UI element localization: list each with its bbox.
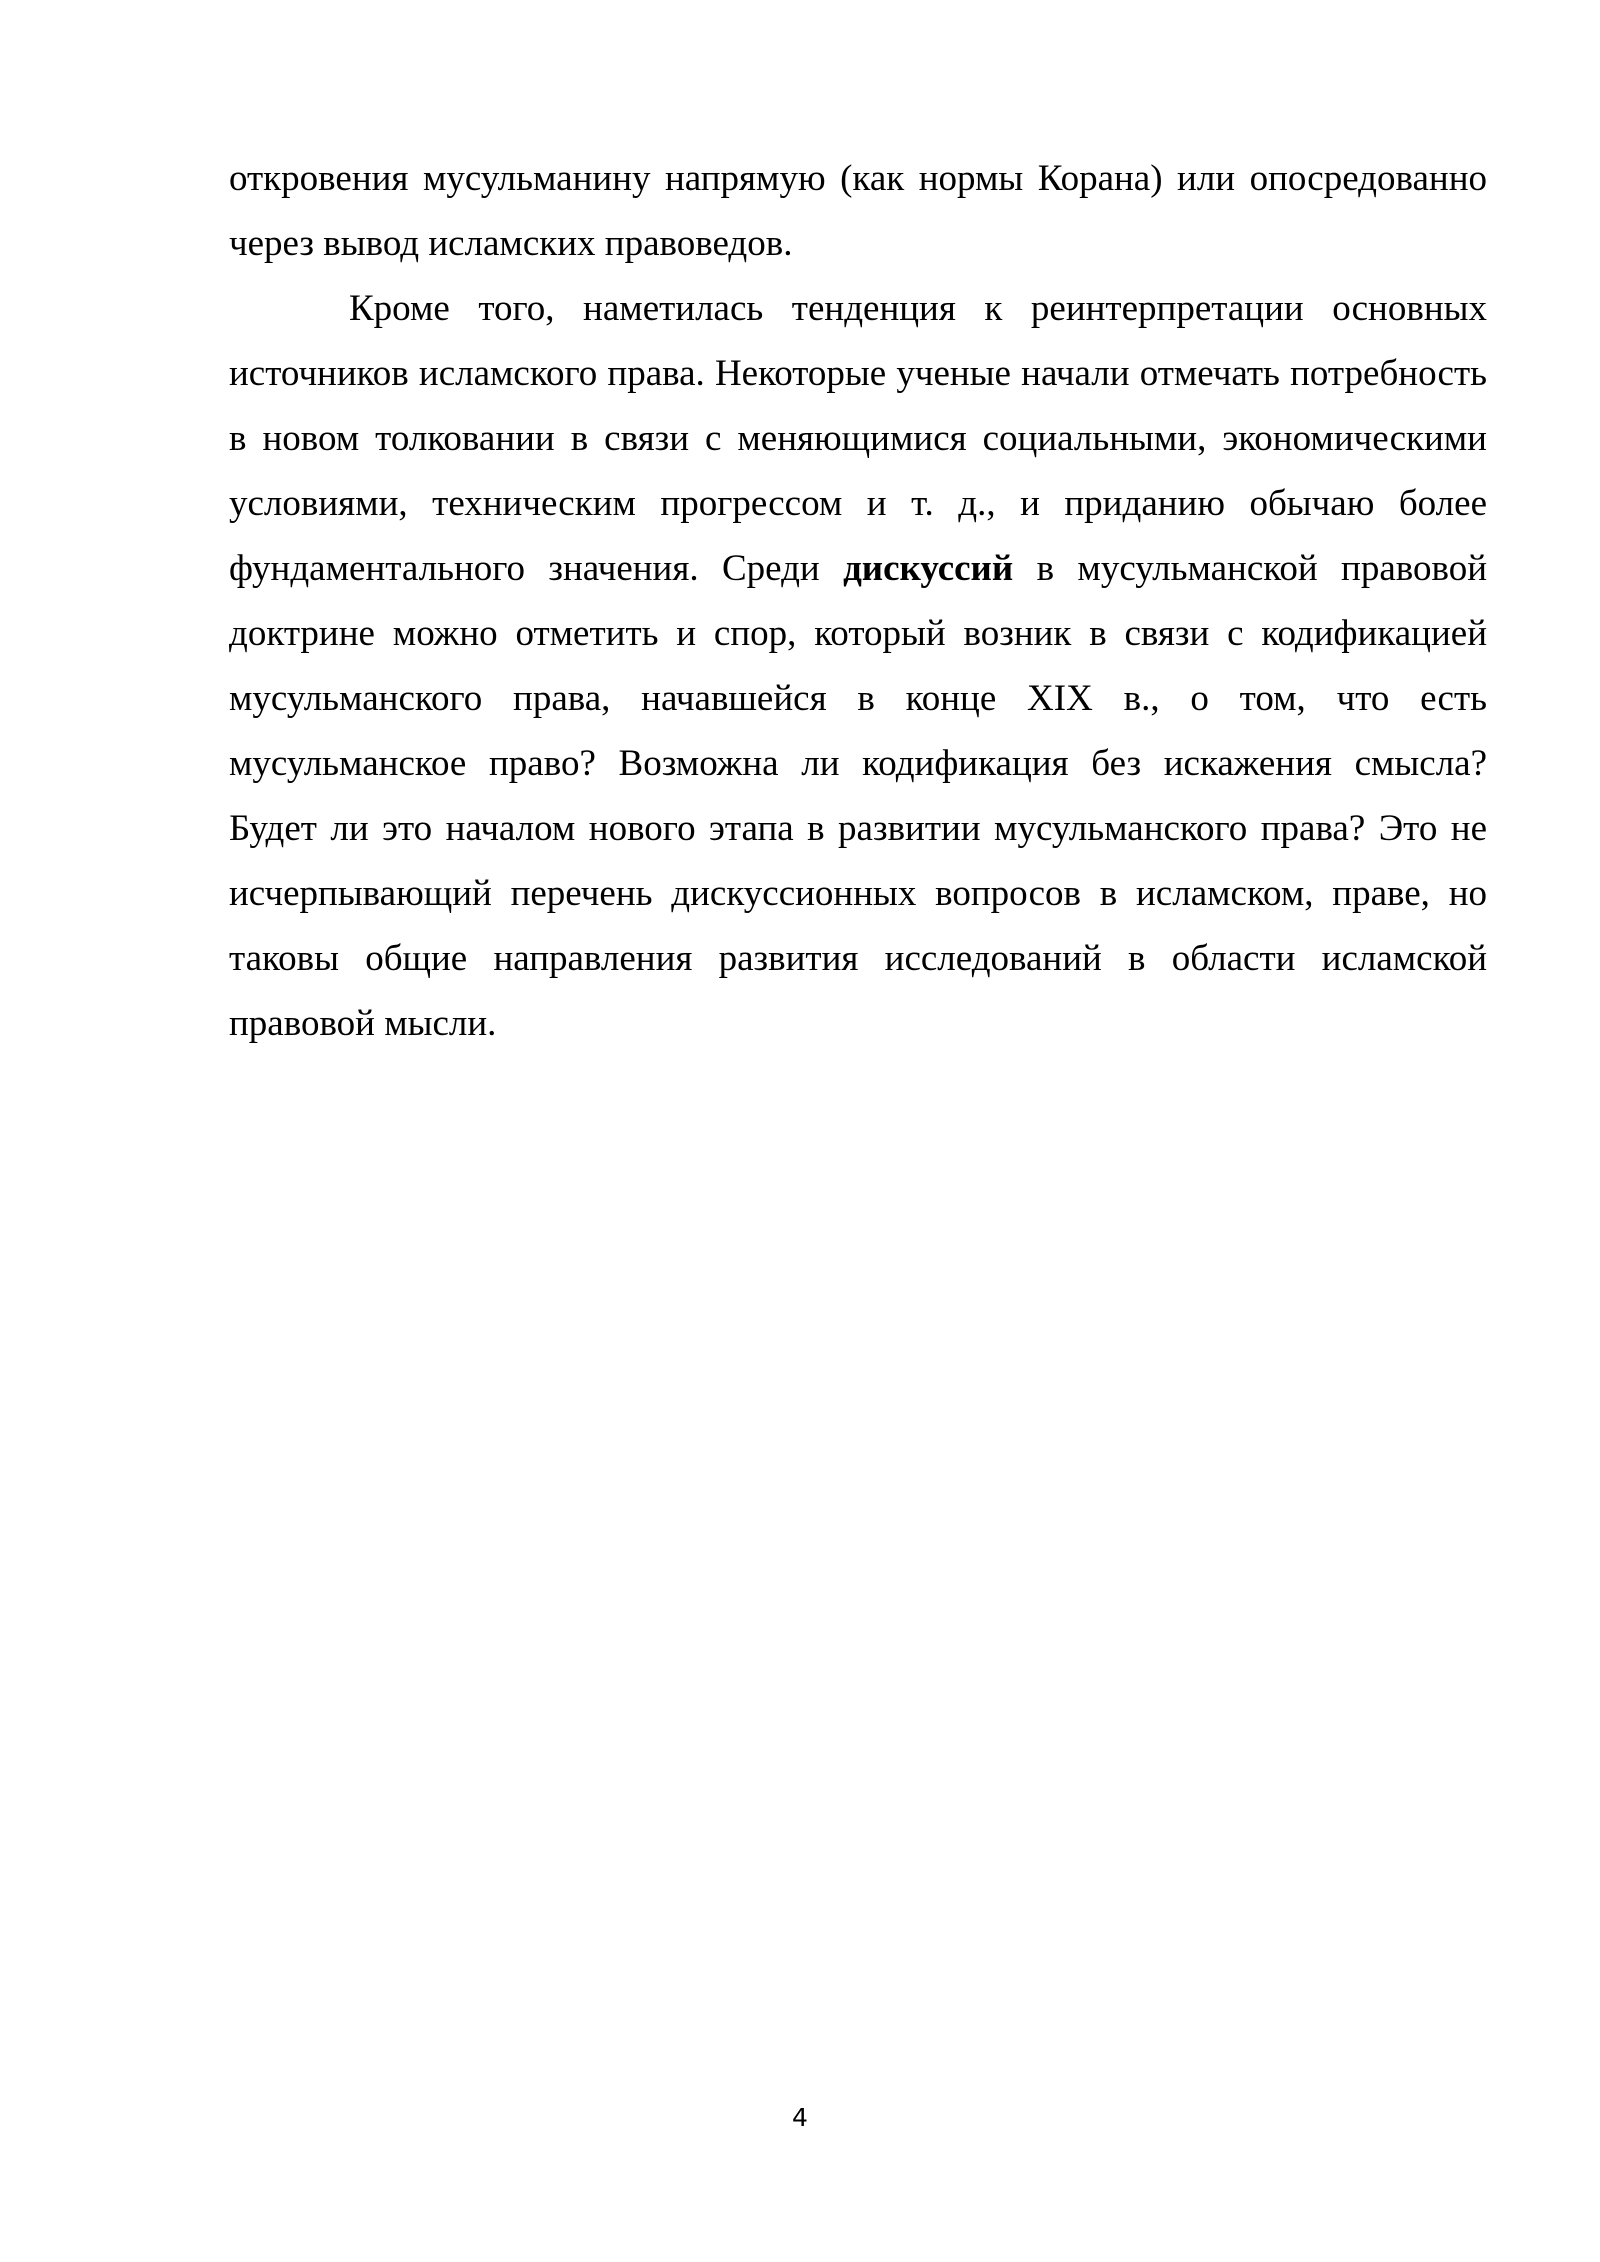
paragraph-text-end: в мусульманской правовой доктрине можно отметить и спор, который возник в связи с кодификацией мусульманского права, начавшейся в конце XIX в., о том, что есть мусульманское право? Возможна ли кодификация без искажения смысла? Будет ли это началом нового этапа в развитии мусульманского права? Это не исчерпывающий перечень дискуссионных вопросов в исламском, праве, но таковы общие направления развития исследований в области исламской правовой мысли.: [229, 548, 1487, 1044]
paragraph-text-start: Кроме того, наметилась тенденция к реинтерпретации основных источников исламского права. Некоторые ученые начали отмечать потребность в новом толковании в связи с меняющимися социальными, экономическими условиями, техническим прогрессом и т. д., и приданию обычаю более фундаментального значения. Среди: [229, 288, 1487, 589]
page-number: 4: [792, 2103, 808, 2132]
paragraph-continuation: откровения мусульманину напрямую (как нормы Корана) или опосредованно через вывод исламских правоведов.: [229, 158, 1487, 264]
body-text: [229, 146, 1487, 1056]
bold-term: дискуссий: [843, 548, 1014, 589]
paragraph-main: [229, 276, 1487, 1056]
